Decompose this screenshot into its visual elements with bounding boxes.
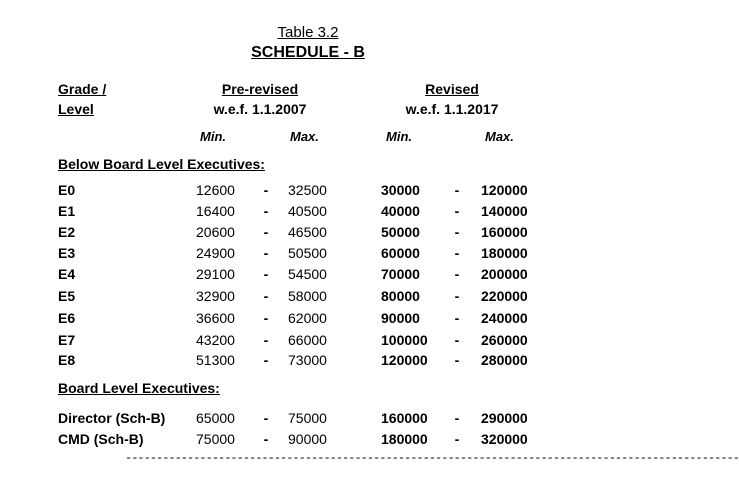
revised-max-cell: 160000 — [481, 224, 528, 240]
table-row — [0, 352, 590, 372]
revised-min-cell: 160000 — [381, 410, 428, 426]
table-row — [0, 224, 590, 244]
range-separator: - — [263, 352, 269, 368]
revised-max-cell: 220000 — [481, 288, 528, 304]
grade-cell: E0 — [58, 182, 76, 198]
range-separator: - — [263, 224, 269, 240]
revised-min-cell: 180000 — [381, 431, 428, 447]
prerevised-min-cell: 43200 — [196, 332, 235, 348]
grade-header-line2: Level — [58, 101, 94, 117]
range-separator: - — [454, 310, 460, 326]
footer-dashed-rule: --------------------------------------------------------------------------------------------------- — [125, 451, 739, 465]
table-row — [0, 245, 590, 265]
revised-max-cell: 320000 — [481, 431, 528, 447]
prerevised-max-cell: 66000 — [288, 332, 327, 348]
grade-cell: E4 — [58, 266, 76, 282]
revised-max-cell: 120000 — [481, 182, 528, 198]
grade-cell: E1 — [58, 203, 76, 219]
range-separator: - — [263, 431, 269, 447]
prerevised-min-cell: 32900 — [196, 288, 235, 304]
range-separator: - — [263, 245, 269, 261]
table-row — [0, 332, 590, 352]
prerevised-max-cell: 58000 — [288, 288, 327, 304]
range-separator: - — [263, 266, 269, 282]
prerevised-min-cell: 29100 — [196, 266, 235, 282]
revised-min-cell: 90000 — [381, 310, 420, 326]
revised-max-cell: 140000 — [481, 203, 528, 219]
grade-cell: E5 — [58, 288, 76, 304]
revised-min-cell: 120000 — [381, 352, 428, 368]
revised-min-cell: 80000 — [381, 288, 420, 304]
grade-cell: E3 — [58, 245, 76, 261]
revised-max-cell: 260000 — [481, 332, 528, 348]
table-row — [0, 203, 590, 223]
prerevised-min-cell: 75000 — [196, 431, 235, 447]
table-caption: Table 3.2 — [277, 24, 339, 41]
prerevised-max-cell: 46500 — [288, 224, 327, 240]
range-separator: - — [263, 203, 269, 219]
prerevised-min-cell: 36600 — [196, 310, 235, 326]
table-row — [0, 431, 590, 451]
range-separator: - — [263, 332, 269, 348]
revised-min-cell: 60000 — [381, 245, 420, 261]
revised-max-cell: 280000 — [481, 352, 528, 368]
prerevised-max-cell: 73000 — [288, 352, 327, 368]
schedule-title: SCHEDULE - B — [251, 44, 365, 61]
prerevised-min-cell: 24900 — [196, 245, 235, 261]
prerevised-max-cell: 54500 — [288, 266, 327, 282]
prerevised-min-cell: 65000 — [196, 410, 235, 426]
grade-header-line1: Grade / — [58, 81, 107, 97]
revised-min-cell: 40000 — [381, 203, 420, 219]
revised-min-label: Min. — [386, 129, 412, 144]
revised-min-cell: 70000 — [381, 266, 420, 282]
prerevised-header-line1: Pre-revised — [221, 81, 299, 97]
prerevised-min-cell: 12600 — [196, 182, 235, 198]
prerevised-min-cell: 20600 — [196, 224, 235, 240]
grade-cell: Director (Sch-B) — [58, 410, 166, 426]
revised-header-line1: Revised — [425, 81, 479, 97]
prerevised-header-line2: w.e.f. 1.1.2007 — [213, 101, 307, 117]
prerevised-max-cell: 32500 — [288, 182, 327, 198]
prerevised-max-cell: 40500 — [288, 203, 327, 219]
section-board-label: Board Level Executives: — [58, 380, 220, 396]
prerevised-min-cell: 51300 — [196, 352, 235, 368]
range-separator: - — [263, 288, 269, 304]
revised-max-cell: 290000 — [481, 410, 528, 426]
range-separator: - — [454, 431, 460, 447]
revised-min-cell: 50000 — [381, 224, 420, 240]
revised-max-label: Max. — [485, 129, 514, 144]
range-separator: - — [454, 224, 460, 240]
grade-cell: E6 — [58, 310, 76, 326]
table-row — [0, 266, 590, 286]
prerevised-max-cell: 75000 — [288, 410, 327, 426]
range-separator: - — [454, 288, 460, 304]
range-separator: - — [454, 352, 460, 368]
range-separator: - — [454, 266, 460, 282]
revised-min-cell: 30000 — [381, 182, 420, 198]
prerevised-max-cell: 90000 — [288, 431, 327, 447]
range-separator: - — [454, 410, 460, 426]
range-separator: - — [454, 245, 460, 261]
grade-cell: E8 — [58, 352, 76, 368]
revised-min-cell: 100000 — [381, 332, 428, 348]
range-separator: - — [454, 182, 460, 198]
revised-max-cell: 240000 — [481, 310, 528, 326]
prerevised-min-label: Min. — [200, 129, 226, 144]
grade-cell: CMD (Sch-B) — [58, 431, 144, 447]
section-below-board-label: Below Board Level Executives: — [58, 156, 265, 172]
revised-max-cell: 200000 — [481, 266, 528, 282]
table-row — [0, 182, 590, 202]
range-separator: - — [263, 410, 269, 426]
range-separator: - — [454, 203, 460, 219]
grade-cell: E2 — [58, 224, 76, 240]
range-separator: - — [263, 182, 269, 198]
range-separator: - — [454, 332, 460, 348]
prerevised-min-cell: 16400 — [196, 203, 235, 219]
revised-max-cell: 180000 — [481, 245, 528, 261]
range-separator: - — [263, 310, 269, 326]
prerevised-max-cell: 62000 — [288, 310, 327, 326]
table-row — [0, 410, 590, 430]
revised-header-line2: w.e.f. 1.1.2017 — [405, 101, 499, 117]
grade-cell: E7 — [58, 332, 76, 348]
table-row — [0, 288, 590, 308]
prerevised-max-label: Max. — [290, 129, 319, 144]
table-row — [0, 310, 590, 330]
prerevised-max-cell: 50500 — [288, 245, 327, 261]
